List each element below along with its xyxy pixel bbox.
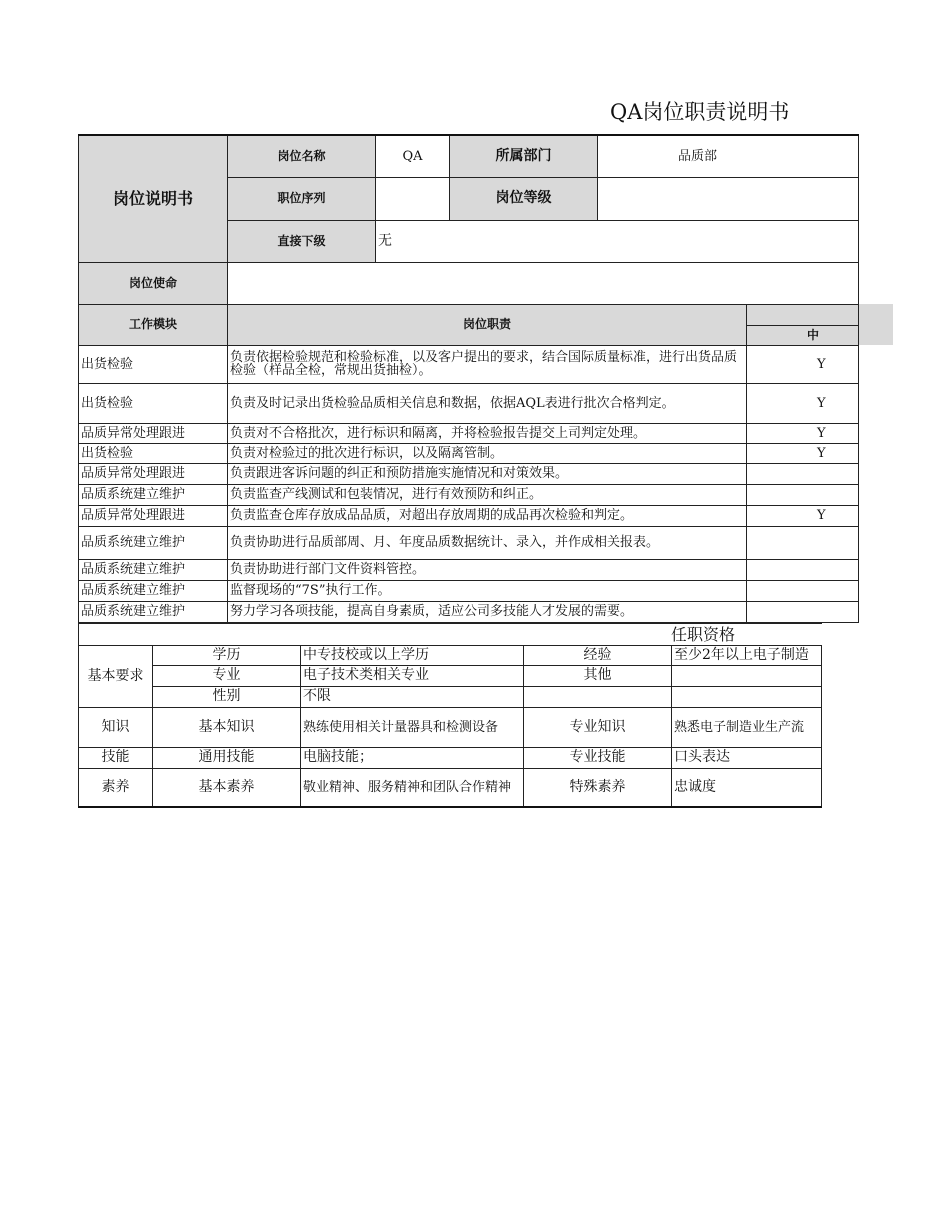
duty-module: 品质异常处理跟进 — [79, 463, 228, 484]
basic-quality-value: 敬业精神、服务精神和团队合作精神 — [301, 768, 524, 807]
special-quality-value: 忠诚度 — [672, 768, 822, 807]
grade-value[interactable] — [598, 177, 859, 220]
duty-text: 负责及时记录出货检验品质相关信息和数据，依据AQL表进行批次合格判定。 — [228, 383, 747, 423]
duty-mark — [747, 559, 859, 580]
duty-text: 监督现场的“7S”执行工作。 — [228, 580, 747, 601]
edu-value: 中专技校或以上学历 — [301, 645, 524, 665]
qualification-table — [78, 623, 822, 809]
post-name-value[interactable]: QA — [376, 135, 450, 177]
duty-text: 负责跟进客诉问题的纠正和预防措施实施情况和对策效果。 — [228, 463, 747, 484]
duty-mark: Y — [747, 423, 859, 443]
duty-text: 负责依据检验规范和检验标准，以及客户提出的要求，结合国际质量标准，进行出货品质检验（样品全检，常规出货抽检）。 — [228, 345, 747, 383]
gender-label: 性别 — [153, 686, 301, 707]
dept-value[interactable]: 品质部 — [598, 135, 859, 177]
basic-req-label: 基本要求 — [79, 645, 153, 707]
duty-text: 负责监查仓库存放成品品质，对超出存放周期的成品再次检验和判定。 — [228, 505, 747, 526]
duty-mark: Y — [747, 383, 859, 423]
edu-label: 学历 — [153, 645, 301, 665]
duties-table — [78, 134, 859, 623]
duty-mark — [747, 526, 859, 559]
major-value: 电子技术类相关专业 — [301, 665, 524, 686]
duty-module: 品质系统建立维护 — [79, 580, 228, 601]
exp-value: 至少2年以上电子制造 — [672, 645, 822, 665]
duty-mark: Y — [747, 505, 859, 526]
other-value — [672, 665, 822, 686]
pro-skill-value: 口头表达 — [672, 747, 822, 768]
pro-knowledge-value: 熟悉电子制造业生产流 — [672, 707, 822, 747]
duty-module: 品质异常处理跟进 — [79, 505, 228, 526]
duty-module: 出货检验 — [79, 345, 228, 383]
duty-text: 负责对检验过的批次进行标识，以及隔离管制。 — [228, 443, 747, 463]
seq-label: 职位序列 — [228, 177, 376, 220]
job-description-sheet — [78, 134, 826, 808]
page-title: QA岗位职责说明书 — [610, 100, 790, 124]
duty-text: 负责对不合格批次，进行标识和隔离，并将检验报告提交上司判定处理。 — [228, 423, 747, 443]
mission-label: 岗位使命 — [79, 262, 228, 304]
duty-text: 负责协助进行品质部周、月、年度品质数据统计、录入，并作成相关报表。 — [228, 526, 747, 559]
pro-knowledge-label: 专业知识 — [524, 707, 672, 747]
duty-module: 品质系统建立维护 — [79, 484, 228, 505]
seq-value[interactable] — [376, 177, 450, 220]
doc-label-cell: 岗位说明书 — [79, 135, 228, 262]
skill-label: 技能 — [79, 747, 153, 768]
col-module-header: 工作模块 — [79, 304, 228, 345]
duty-module: 品质系统建立维护 — [79, 526, 228, 559]
gender-value: 不限 — [301, 686, 524, 707]
empty-cell — [672, 686, 822, 707]
dept-label: 所属部门 — [450, 135, 598, 177]
duty-module: 品质系统建立维护 — [79, 601, 228, 622]
mission-value[interactable] — [228, 262, 859, 304]
quality-label: 素养 — [79, 768, 153, 807]
duty-mark: Y — [747, 345, 859, 383]
major-label: 专业 — [153, 665, 301, 686]
general-skill-label: 通用技能 — [153, 747, 301, 768]
col-extra-header — [747, 304, 859, 325]
sub-value[interactable]: 无 — [376, 220, 859, 262]
sub-label: 直接下级 — [228, 220, 376, 262]
duty-module: 品质系统建立维护 — [79, 559, 228, 580]
duty-text: 努力学习各项技能，提高自身素质，适应公司多技能人才发展的需要。 — [228, 601, 747, 622]
duty-text: 负责协助进行部门文件资料管控。 — [228, 559, 747, 580]
duty-mark — [747, 484, 859, 505]
post-name-label: 岗位名称 — [228, 135, 376, 177]
duty-mark — [747, 601, 859, 622]
basic-quality-label: 基本素养 — [153, 768, 301, 807]
pro-skill-label: 专业技能 — [524, 747, 672, 768]
exp-label: 经验 — [524, 645, 672, 665]
basic-knowledge-label: 基本知识 — [153, 707, 301, 747]
knowledge-label: 知识 — [79, 707, 153, 747]
duty-text: 负责监查产线测试和包装情况，进行有效预防和纠正。 — [228, 484, 747, 505]
other-label: 其他 — [524, 665, 672, 686]
col-extra-sub-header: 中 — [747, 325, 859, 345]
general-skill-value: 电脑技能； — [301, 747, 524, 768]
special-quality-label: 特殊素养 — [524, 768, 672, 807]
duty-mark — [747, 580, 859, 601]
basic-knowledge-value: 熟练使用相关计量器具和检测设备 — [301, 707, 524, 747]
duty-mark: Y — [747, 443, 859, 463]
qualification-section-title: 任职资格 — [79, 623, 822, 645]
duty-mark — [747, 463, 859, 484]
grade-label: 岗位等级 — [450, 177, 598, 220]
empty-cell — [524, 686, 672, 707]
duty-module: 品质异常处理跟进 — [79, 423, 228, 443]
duty-module: 出货检验 — [79, 443, 228, 463]
duty-module: 出货检验 — [79, 383, 228, 423]
col-duty-header: 岗位职责 — [228, 304, 747, 345]
